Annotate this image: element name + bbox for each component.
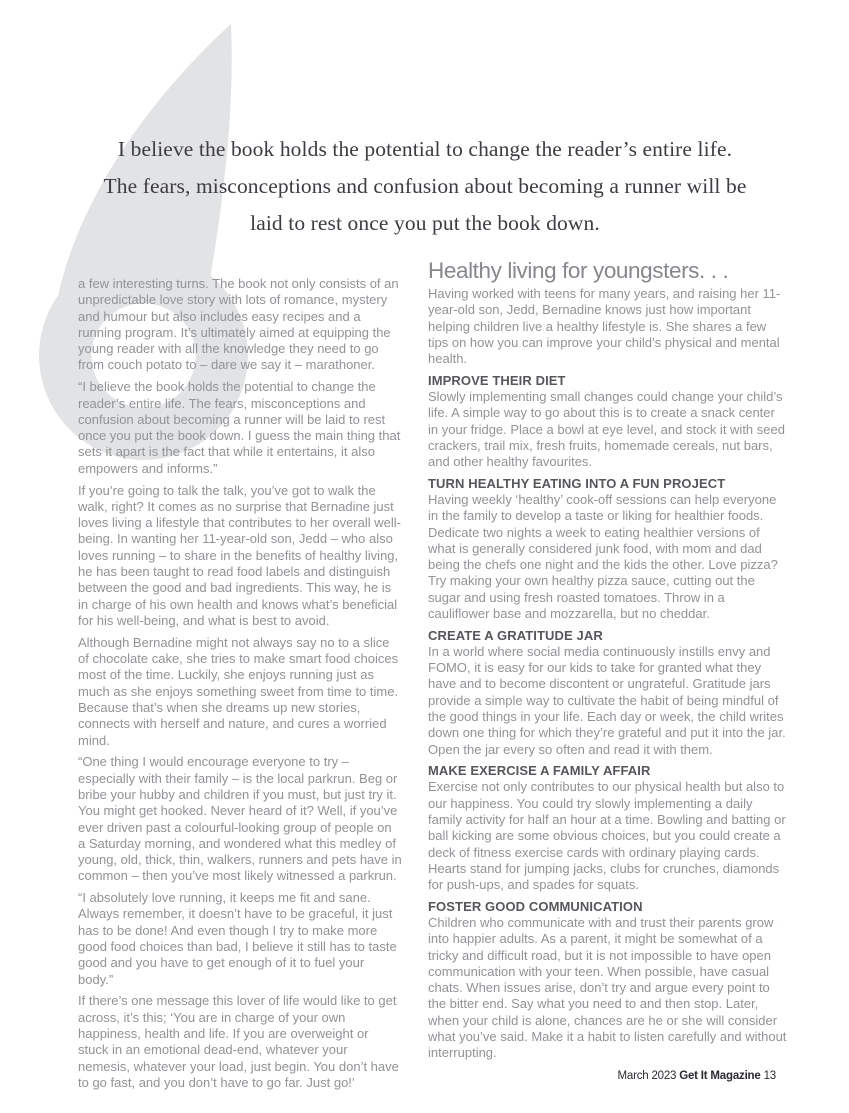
article-paragraph: “I believe the book holds the potential to change the reader’s entire life. The fears, misconceptions and confusion about becoming a runner will be laid to rest once you put the book down. I guess the main thing that sets it apart is the fact that while it entertains, it also empowers and informs.” <box>78 379 401 476</box>
subheading-turn-healthy-eating-into-a-fun-project: TURN HEALTHY EATING INTO A FUN PROJECT <box>428 475 726 491</box>
article-column-right <box>428 258 788 1067</box>
subheading-improve-their-diet: IMPROVE THEIR DIET <box>428 372 566 388</box>
pull-quote: I believe the book holds the potential to change the reader’s entire life. The fears, misconceptions and confusion about becoming a runner will be laid to rest once you put the book down. <box>103 137 747 235</box>
footer-magazine-name: Get It Magazine <box>679 1070 761 1082</box>
section-paragraph: Having weekly ‘healthy’ cook-off sessions can help everyone in the family to develop a taste or liking for healthier foods. Dedicate two nights a week to eating healthier versions of what is generally considered junk food, with mom and dad being the chefs one night and the kids the other. Love pizza? Try making your own healthy pizza sauce, cutting out the sugar and using fresh roasted tomatoes. Throw in a cauliflower base and mozzarella, but no cheddar. <box>428 491 778 622</box>
page-footer <box>618 1070 777 1082</box>
section-paragraph: Exercise not only contributes to our physical health but also to our happiness. You could try slowly implementing a daily family activity for half an hour at a time. Bowling and batting or ball kicking are some obvious choices, but you could create a deck of fitness exercise cards with ordinary playing cards. Hearts stand for jumping jacks, clubs for crunches, diamonds for push-ups, and spades for squats. <box>428 779 786 893</box>
subheading-create-a-gratitude-jar: CREATE A GRATITUDE JAR <box>428 627 603 643</box>
subheading-foster-good-communication: FOSTER GOOD COMMUNICATION <box>428 899 643 914</box>
article-paragraph: Although Bernadine might not always say no to a slice of chocolate cake, she tries to make smart food choices most of the time. Luckily, she enjoys running just as much as she enjoys something sweet from time to time. Because that’s when she dreams up new stories, connects with herself and nature, and cures a worried mind. <box>78 634 399 748</box>
section-heading-healthy-living: Healthy living for youngsters. . . <box>428 258 729 283</box>
article-paragraph: a few interesting turns. The book not only consists of an unpredictable love story with lots of romance, mystery and humour but also includes easy recipes and a running program. It’s ultimately aimed at equipping the young reader with all the knowledge they need to go from couch potato to – dare we say it – marathoner. <box>78 276 399 373</box>
subheading-make-exercise-a-family-affair: MAKE EXERCISE A FAMILY AFFAIR <box>428 763 651 779</box>
footer-issue-date: March 2023 <box>617 1070 677 1082</box>
article-paragraph: If there’s one message this lover of life would like to get across, it’s this; ‘You are in charge of your own happiness, health and life. If you are overweight or stuck in an emotional dead-end, whatever your nemesis, whatever your load, just begin. You don’t have to go fast, and you don’t have to go far. Just go!’ <box>78 993 399 1090</box>
article-paragraph: “I absolutely love running, it keeps me fit and sane. Always remember, it doesn’t have to be graceful, it just has to be done! And even though I try to make more good food choices than bad, I believe it still has to taste good and you have to get enough of it to fuel your body.” <box>78 890 397 987</box>
footer-page-number: 13 <box>763 1070 776 1082</box>
section-intro: Having worked with teens for many years, and raising her 11-year-old son, Jedd, Bernadine knows just how important helping children live a healthy lifestyle is. She shares a few tips on how you can improve your child’s physical and mental health. <box>428 286 781 367</box>
article-column-left <box>78 276 402 1097</box>
section-paragraph: In a world where social media continuously instills envy and FOMO, it is easy for our kids to take for granted what they have and to become discontent or ungrateful. Gratitude jars provide a simple way to cultivate the habit of being mindful of the good things in your life. Each day or week, the child writes down one thing for which they’re grateful and put it into the jar. Open the jar every so often and read it with them. <box>428 643 786 757</box>
article-paragraph: “One thing I would encourage everyone to try – especially with their family – is the local parkrun. Beg or bribe your hubby and children if you must, but just try it. You might get hooked. Never heard of it? Well, if you’ve ever driven past a colourful-looking group of people on a Saturday morning, and wondered what this medley of young, old, thick, thin, walkers, runners and pets have in common – then you’ve most likely witnessed a parkrun. <box>78 754 402 884</box>
section-paragraph: Children who communicate with and trust their parents grow into happier adults. As a parent, it might be somewhat of a tricky and difficult road, but it is not impossible to have open communication with your teen. When possible, have casual chats. When issues arise, don’t try and argue every point to the bitter end. Say what you need to and then stop. Later, when your child is alone, chances are he or she will consider what you’ve said. Make it a habit to listen carefully and without interrupting. <box>428 915 787 1061</box>
article-paragraph: If you’re going to talk the talk, you’ve got to walk the walk, right? It comes as no surprise that Bernadine just loves living a lifestyle that contributes to her overall well-being. In wanting her 11-year-old son, Jedd – who also loves running – to share in the benefits of healthy living, he has been taught to read food labels and distinguish between the good and bad ingredients. This way, he is in charge of his own health and knows what’s beneficial for his well-being, and what is best to avoid. <box>78 482 401 628</box>
section-paragraph: Slowly implementing small changes could change your child’s life. A simple way to go about this is to create a snack center in your fridge. Place a bowl at eye level, and stock it with seed crackers, trail mix, fresh fruits, homemade cereals, nut bars, and other healthy favourites. <box>428 388 785 470</box>
